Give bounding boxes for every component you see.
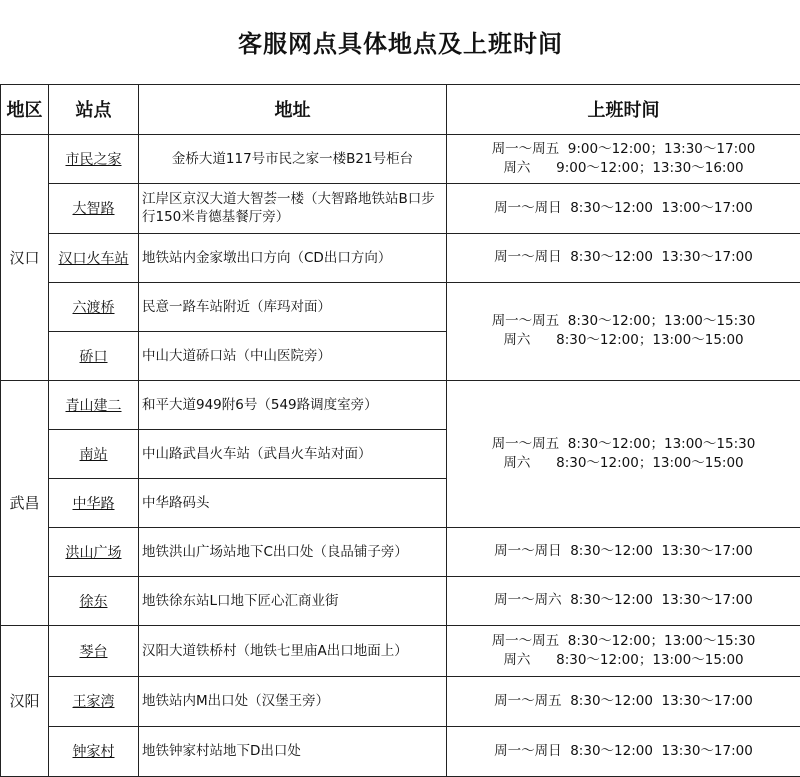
- hours-line: 周一～周日 8:30～12:00 13:30～17:00: [447, 542, 800, 561]
- station-address: 金桥大道117号市民之家一楼B21号柜台: [139, 134, 447, 183]
- hours-line: 周一～周五 9:00～12:00；13:30～17:00: [447, 140, 800, 159]
- hours-line: 周一～周五 8:30～12:00；13:00～15:30: [447, 312, 800, 331]
- station-link[interactable]: 琴台: [80, 644, 108, 660]
- hours-line: 周六 8:30～12:00；13:00～15:00: [447, 651, 800, 670]
- station-address: 地铁站内金家墩出口方向（CD出口方向）: [139, 233, 447, 282]
- hours-line: 周一～周日 8:30～12:00 13:00～17:00: [447, 199, 800, 218]
- station-address: 中山大道硚口站（中山医院旁）: [139, 331, 447, 380]
- header-station: 站点: [49, 84, 139, 134]
- station-link[interactable]: 南站: [80, 447, 108, 463]
- station-link[interactable]: 王家湾: [73, 694, 115, 710]
- station-address: 地铁徐东站L口地下匠心汇商业街: [139, 576, 447, 625]
- table-row: [1, 282, 800, 331]
- hours-line: 周一～周五 8:30～12:00；13:00～15:30: [447, 632, 800, 651]
- header-address: 地址: [139, 84, 447, 134]
- table-row: [1, 233, 800, 282]
- hours-line: 周一～周六 8:30～12:00 13:30～17:00: [447, 591, 800, 610]
- station-address: 汉阳大道铁桥村（地铁七里庙A出口地面上）: [139, 625, 447, 676]
- header-hours: 上班时间: [447, 84, 800, 134]
- station-hours: [447, 183, 800, 233]
- hours-line: 周六 9:00～12:00；13:30～16:00: [447, 159, 800, 178]
- station-link[interactable]: 徐东: [80, 594, 108, 610]
- station-link[interactable]: 汉口火车站: [59, 251, 129, 267]
- station-address: 地铁钟家村站地下D出口处: [139, 726, 447, 776]
- station-link[interactable]: 大智路: [73, 201, 115, 217]
- hours-line: 周一～周日 8:30～12:00 13:30～17:00: [447, 248, 800, 267]
- hours-line: 周六 8:30～12:00；13:00～15:00: [447, 454, 800, 473]
- table-row: [1, 183, 800, 233]
- station-hours: [447, 527, 800, 576]
- station-address: 中华路码头: [139, 478, 447, 527]
- station-hours: [447, 726, 800, 776]
- hours-line: 周六 8:30～12:00；13:00～15:00: [447, 331, 800, 350]
- hours-line: 周一～周日 8:30～12:00 13:30～17:00: [447, 742, 800, 761]
- header-region: 地区: [1, 84, 49, 134]
- station-link[interactable]: 市民之家: [66, 152, 122, 168]
- table-row: [1, 576, 800, 625]
- header-row: [1, 84, 800, 134]
- station-address: 中山路武昌火车站（武昌火车站对面）: [139, 429, 447, 478]
- station-hours: [447, 282, 800, 380]
- region-hanyang: 汉阳: [1, 625, 49, 776]
- station-hours: [447, 676, 800, 726]
- station-address: 地铁洪山广场站地下C出口处（良品铺子旁）: [139, 527, 447, 576]
- station-link[interactable]: 六渡桥: [73, 300, 115, 316]
- station-link[interactable]: 钟家村: [73, 744, 115, 760]
- station-address: 和平大道949附6号（549路调度室旁）: [139, 380, 447, 429]
- station-hours: [447, 576, 800, 625]
- station-link[interactable]: 青山建二: [66, 398, 122, 414]
- table-row: [1, 134, 800, 183]
- hours-line: 周一～周五 8:30～12:00 13:30～17:00: [447, 692, 800, 711]
- region-hankou: 汉口: [1, 134, 49, 380]
- station-address: 民意一路车站附近（库玛对面）: [139, 282, 447, 331]
- page-title: 客服网点具体地点及上班时间: [1, 0, 800, 84]
- table-row: [1, 676, 800, 726]
- table-row: [1, 380, 800, 429]
- title-row: [1, 0, 800, 84]
- region-wuchang: 武昌: [1, 380, 49, 625]
- station-link[interactable]: 洪山广场: [66, 545, 122, 561]
- station-link[interactable]: 硚口: [80, 349, 108, 365]
- station-hours: [447, 380, 800, 527]
- table-row: [1, 527, 800, 576]
- station-link[interactable]: 中华路: [73, 496, 115, 512]
- station-hours: [447, 625, 800, 676]
- station-hours: [447, 134, 800, 183]
- hours-line: 周一～周五 8:30～12:00；13:00～15:30: [447, 435, 800, 454]
- station-address: 江岸区京汉大道大智荟一楼（大智路地铁站B口步行150米肯德基餐厅旁）: [139, 183, 447, 233]
- station-hours: [447, 233, 800, 282]
- table-row: [1, 726, 800, 776]
- station-address: 地铁站内M出口处（汉堡王旁）: [139, 676, 447, 726]
- table-row: [1, 625, 800, 676]
